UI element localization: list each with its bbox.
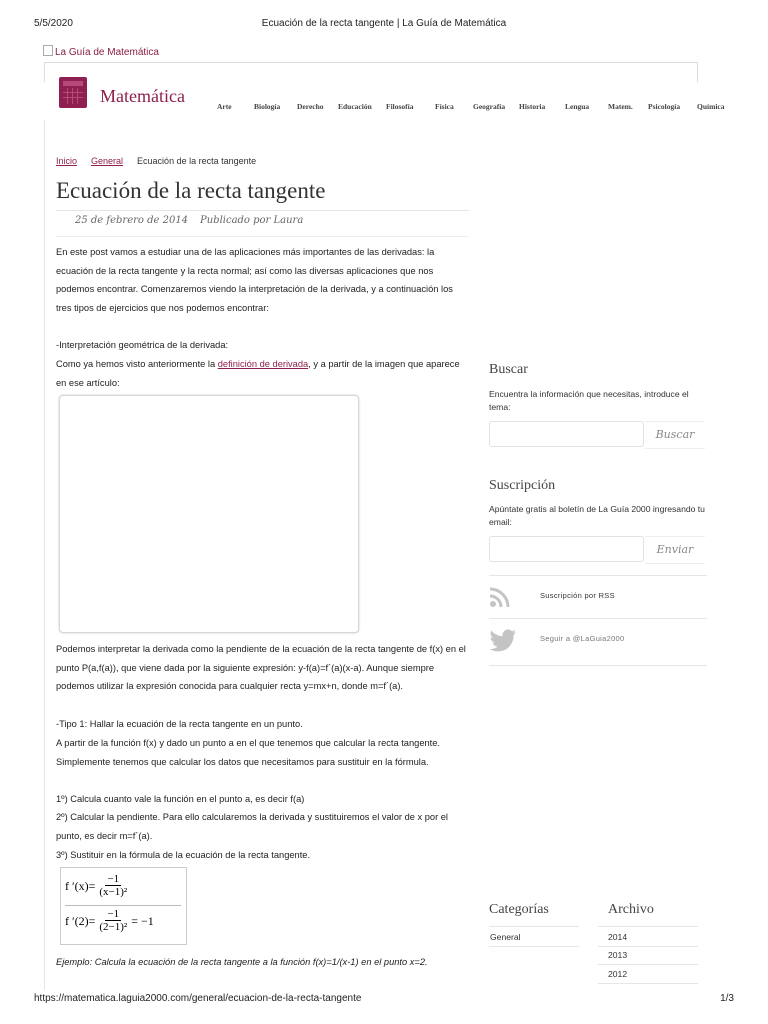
nav-item-derecho[interactable]: Derecho [297, 102, 324, 111]
sidebar-divider [489, 618, 707, 619]
broken-image-icon [43, 45, 53, 56]
archive-divider [598, 926, 698, 927]
breadcrumb [56, 156, 256, 166]
search-button[interactable]: Buscar [645, 421, 705, 449]
nav-item-lengua[interactable]: Lengua [565, 102, 590, 111]
step-3: 3º) Sustituir en la fórmula de la ecuación de la recta tangente. [56, 850, 311, 860]
title-divider [56, 210, 469, 211]
formula-image [60, 867, 187, 945]
categories-heading: Categorías [489, 902, 549, 917]
search-input[interactable] [489, 421, 644, 447]
archive-2014[interactable]: 2014 [608, 932, 628, 942]
geometric-paragraph: Como ya hemos visto anteriormente la definición de derivada, y a partir de la imagen que aparece en ese artículo: [56, 359, 460, 388]
archive-2012[interactable]: 2012 [608, 969, 628, 979]
formula-derivative: f ′(x)= $\frac{-1}{\text{(x−1)²}}$ [65, 873, 128, 898]
step-1: 1º) Calcula cuanto vale la función en el punto a, es decir f(a) [56, 794, 305, 804]
print-title: Ecuación de la recta tangente | La Guía de Matemática [261, 18, 507, 29]
nav-item-filosofia[interactable]: Filosofía [386, 102, 414, 111]
post-date: 25 de febrero de 2014 [75, 215, 189, 226]
rss-icon[interactable] [489, 586, 513, 608]
intro-paragraph: En este post vamos a estudiar una de las aplicaciones más importantes de las derivadas: la ecuación de la recta tangente y la recta normal; así como las diversas aplicaciones que nos podemos encontrar. Comenzaremos viendo la interpretación de la derivada, y a continuación los tres tipos de ejercicios que nos podemos encontrar: [56, 247, 453, 313]
nav-item-geografia[interactable]: Geografía [473, 102, 506, 111]
header-frame-top [44, 62, 698, 63]
sidebar-divider [489, 575, 707, 576]
breadcrumb-category[interactable]: General [91, 156, 124, 166]
logo-link[interactable] [43, 45, 159, 58]
search-heading: Buscar [489, 362, 528, 377]
archive-divider [598, 983, 698, 984]
email-input[interactable] [489, 536, 644, 562]
nav-item-historia[interactable]: Historia [519, 102, 546, 111]
post-author: Publicado por Laura [200, 215, 304, 226]
twitter-icon[interactable] [489, 629, 517, 653]
categories-divider [489, 926, 579, 927]
archive-divider [598, 946, 698, 947]
category-general[interactable]: General [490, 932, 521, 942]
categories-divider [489, 946, 579, 947]
derivative-figure [59, 395, 359, 633]
nav-item-psicologia[interactable]: Psicología [648, 102, 681, 111]
nav-item-educacion[interactable]: Educación [338, 102, 372, 111]
archive-heading: Archivo [608, 902, 654, 917]
formula-slope: f ′(2)= $\frac{-1}{\text{(2−1)²}}$ = −1 [65, 908, 154, 933]
section-geometric-heading: -Interpretación geométrica de la derivada: [56, 340, 229, 350]
print-url: https://matematica.laguia2000.com/general/ecuacion-de-la-recta-tangente [34, 993, 362, 1004]
tipo1-description: A partir de la función f(x) y dado un punto a en el que tenemos que calcular la recta tangente. Simplemente tenemos que calcular los datos que necesitamos para sustituir en la fórmula. [56, 738, 441, 767]
example-text: Ejemplo: Calcula la ecuación de la recta tangente a la función f(x)=1/(x-1) en el punto x=2. [56, 957, 428, 967]
rss-link[interactable]: Suscripción por RSS [540, 591, 615, 600]
subscription-description: Apúntate gratis al boletín de La Guía 2000 ingresando tu email: [489, 504, 705, 527]
post-title: Ecuación de la recta tangente [56, 178, 326, 203]
step-2: 2º) Calcular la pendiente. Para ello calcularemos la derivada y sustituiremos el valor de x por el punto, es decir m=f´(a). [56, 812, 448, 841]
meta-divider [56, 236, 469, 237]
header-frame-right [697, 62, 698, 82]
print-page-number: 1/3 [720, 993, 734, 1004]
archive-divider [598, 964, 698, 965]
sidebar-divider [489, 665, 707, 666]
subscription-heading: Suscripción [489, 478, 556, 493]
print-date: 5/5/2020 [34, 18, 73, 29]
send-button[interactable]: Enviar [645, 536, 705, 564]
archive-2013[interactable]: 2013 [608, 950, 628, 960]
definicion-derivada-link[interactable]: definición de derivada [217, 359, 309, 369]
header-frame-left [44, 62, 45, 82]
content-left-border [44, 120, 45, 990]
logo-alt-text: La Guía de Matemática [55, 47, 159, 58]
tipo1-heading: -Tipo 1: Hallar la ecuación de la recta tangente en un punto. [56, 719, 303, 729]
breadcrumb-current: Ecuación de la recta tangente [137, 156, 257, 166]
calculator-icon[interactable] [59, 77, 87, 108]
nav-item-quimica[interactable]: Química [697, 102, 725, 111]
search-description: Encuentra la información que necesitas, introduce el tema: [489, 389, 689, 412]
breadcrumb-home[interactable]: Inicio [56, 156, 78, 166]
nav-item-arte[interactable]: Arte [217, 102, 232, 111]
twitter-link[interactable]: Seguir a @LaGuia2000 [540, 634, 625, 643]
interpretation-paragraph: Podemos interpretar la derivada como la pendiente de la ecuación de la recta tangente de f(x) en el punto P(a,f(a)), que viene dada por la siguiente expresión: y-f(a)=f´(a)(x-a). Aunque siempre podemos utilizar la expresión conocida para cualquier recta y=mx+n, donde m=f´(a). [56, 644, 466, 691]
site-title[interactable]: Matemática [100, 86, 185, 106]
nav-item-fisica[interactable]: Física [435, 102, 454, 111]
nav-item-biologia[interactable]: Biología [254, 102, 281, 111]
nav-item-matematica[interactable]: Matem. [608, 102, 633, 111]
